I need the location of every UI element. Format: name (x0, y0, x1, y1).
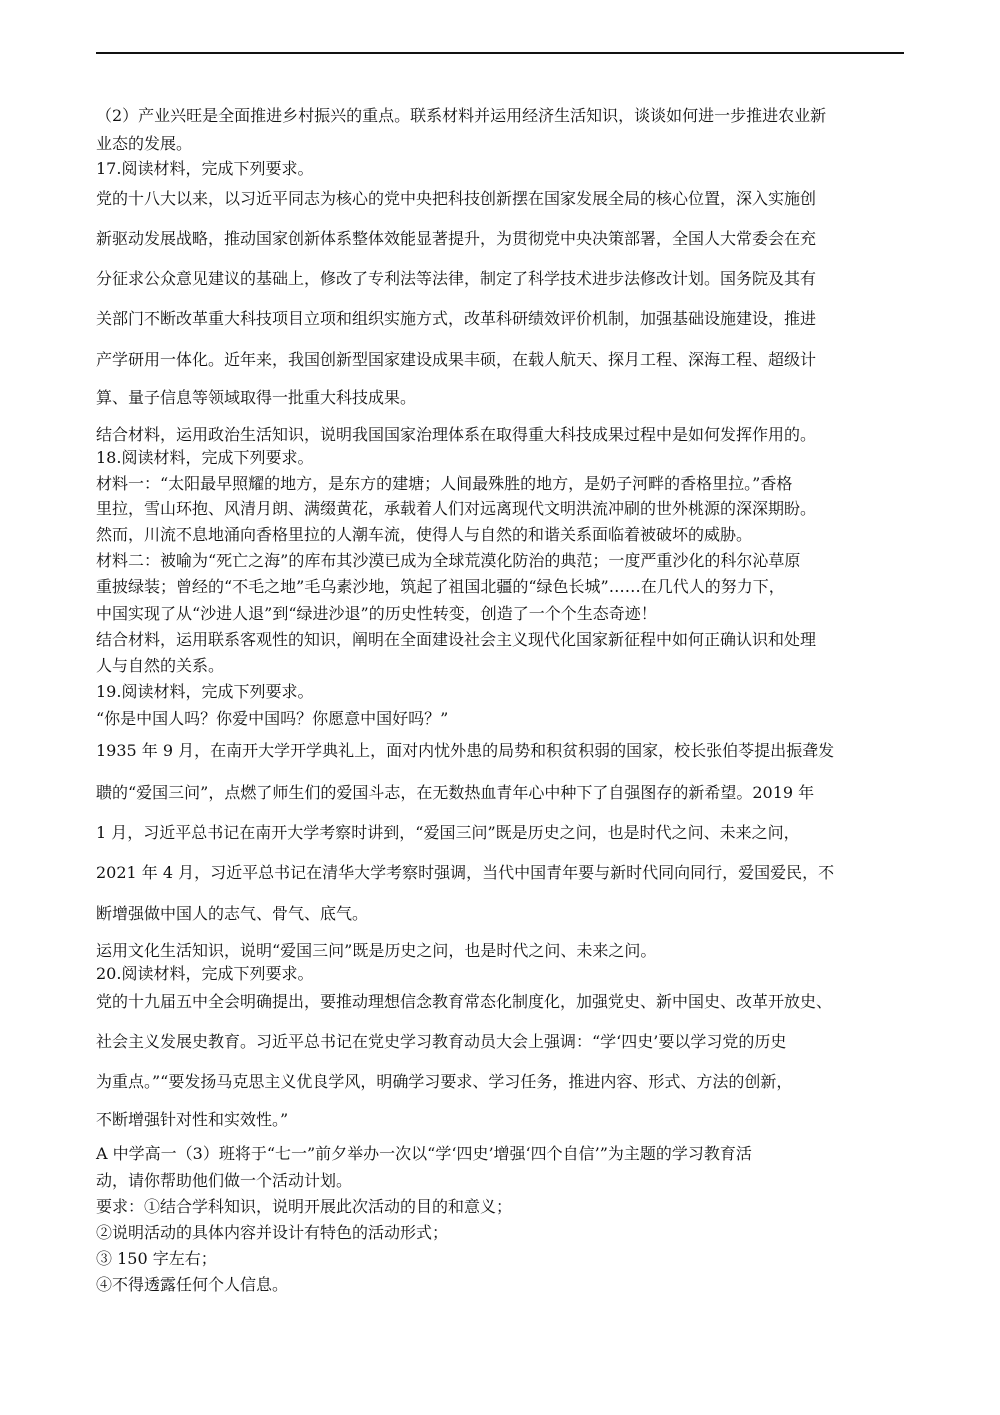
q19-material-line-1: 1935 年 9 月，在南开大学开学典礼上，面对内忧外患的局势和积贫积弱的国家，校长张伯苓提出振聋发 (96, 741, 835, 760)
q19-material-line-4: 2021 年 4 月，习近平总书记在清华大学考察时强调，当代中国青年要与新时代同向同行，爱国爱民，不 (96, 863, 835, 882)
q17-material-line-4: 关部门不断改革重大科技项目立项和组织实施方式，改革科研绩效评价机制，加强基础设施建设，推进 (96, 309, 817, 328)
header-rule (96, 52, 904, 54)
q17-question: 结合材料，运用政治生活知识，说明我国国家治理体系在取得重大科技成果过程中是如何发挥作用的。 (96, 425, 817, 444)
q20-heading: 20.阅读材料，完成下列要求。 (96, 964, 314, 983)
q19-heading: 19.阅读材料，完成下列要求。 (96, 682, 314, 701)
q18-material1-line-1: 材料一：“太阳最早照耀的地方，是东方的建塘；人间最殊胜的地方，是奶子河畔的香格里拉。”香格 (96, 474, 793, 493)
q18-material2-line-2: 重披绿装；曾经的“不毛之地”毛乌素沙地，筑起了祖国北疆的“绿色长城”……在几代人的努力下， (96, 577, 785, 596)
q17-material-line-1: 党的十八大以来，以习近平同志为核心的党中央把科技创新摆在国家发展全局的核心位置，深入实施创 (96, 189, 817, 208)
q16-part2-line-1: （2）产业兴旺是全面推进乡村振兴的重点。联系材料并运用经济生活知识，谈谈如何进一步推进农业新 (96, 106, 827, 125)
q18-question-line-2: 人与自然的关系。 (96, 656, 225, 675)
q17-material-line-6: 算、量子信息等领域取得一批重大科技成果。 (96, 388, 417, 407)
q16-part2-line-2: 业态的发展。 (96, 134, 193, 153)
q20-task-line-1: A 中学高一（3）班将于“七一”前夕举办一次以“学‘四史’增强‘四个自信’”为主题的学习教育活 (96, 1144, 752, 1163)
q20-requirement-3: ③ 150 字左右； (96, 1249, 217, 1268)
q17-heading: 17.阅读材料，完成下列要求。 (96, 159, 314, 178)
q19-quote: “你是中国人吗？你爱中国吗？你愿意中国好吗？” (96, 709, 449, 728)
q20-material-line-4: 不断增强针对性和实效性。” (96, 1110, 289, 1129)
q19-material-line-5: 断增强做中国人的志气、骨气、底气。 (96, 904, 369, 923)
q17-material-line-5: 产学研用一体化。近年来，我国创新型国家建设成果丰硕，在载人航天、探月工程、深海工程、超级计 (96, 350, 817, 369)
q18-material1-line-3: 然而，川流不息地涌向香格里拉的人潮车流，使得人与自然的和谐关系面临着被破坏的威胁。 (96, 525, 753, 544)
q20-material-line-2: 社会主义发展史教育。习近平总书记在党史学习教育动员大会上强调：“学‘四史’要以学习党的历史 (96, 1032, 787, 1051)
q19-question: 运用文化生活知识，说明“爱国三问”既是历史之问，也是时代之问、未来之问。 (96, 941, 657, 960)
q17-material-line-3: 分征求公众意见建议的基础上，修改了专利法等法律，制定了科学技术进步法修改计划。国务院及其有 (96, 269, 817, 288)
q18-question-line-1: 结合材料，运用联系客观性的知识，阐明在全面建设社会主义现代化国家新征程中如何正确认识和处理 (96, 630, 817, 649)
q19-material-line-3: 1 月，习近平总书记在南开大学考察时讲到，“爱国三问”既是历史之问，也是时代之问、未来之问， (96, 823, 800, 842)
q20-requirement-4: ④不得透露任何个人信息。 (96, 1275, 289, 1294)
q20-requirement-1: 要求：①结合学科知识，说明开展此次活动的目的和意义； (96, 1197, 513, 1216)
q18-material2-line-1: 材料二：被喻为“死亡之海”的库布其沙漠已成为全球荒漠化防治的典范；一度严重沙化的科尔沁草原 (96, 551, 801, 570)
q19-material-line-2: 聩的“爱国三问”，点燃了师生们的爱国斗志，在无数热血青年心中种下了自强图存的新希望。2019 年 (96, 783, 815, 802)
q18-material2-line-3: 中国实现了从“沙进人退”到“绿进沙退”的历史性转变，创造了一个个生态奇迹！ (96, 604, 657, 623)
q20-requirement-2: ②说明活动的具体内容并设计有特色的活动形式； (96, 1223, 449, 1242)
q20-material-line-3: 为重点。”“要发扬马克思主义优良学风，明确学习要求、学习任务，推进内容、形式、方法的创新， (96, 1072, 793, 1091)
q17-material-line-2: 新驱动发展战略，推动国家创新体系整体效能显著提升，为贯彻党中央决策部署，全国人大常委会在充 (96, 229, 817, 248)
q18-heading: 18.阅读材料，完成下列要求。 (96, 448, 314, 467)
q18-material1-line-2: 里拉，雪山环抱、风清月朗、满缀黄花，承载着人们对远离现代文明洪流冲刷的世外桃源的深深期盼。 (96, 499, 817, 518)
q20-task-line-2: 动，请你帮助他们做一个活动计划。 (96, 1171, 353, 1190)
q20-material-line-1: 党的十九届五中全会明确提出，要推动理想信念教育常态化制度化，加强党史、新中国史、改革开放史、 (96, 992, 833, 1011)
